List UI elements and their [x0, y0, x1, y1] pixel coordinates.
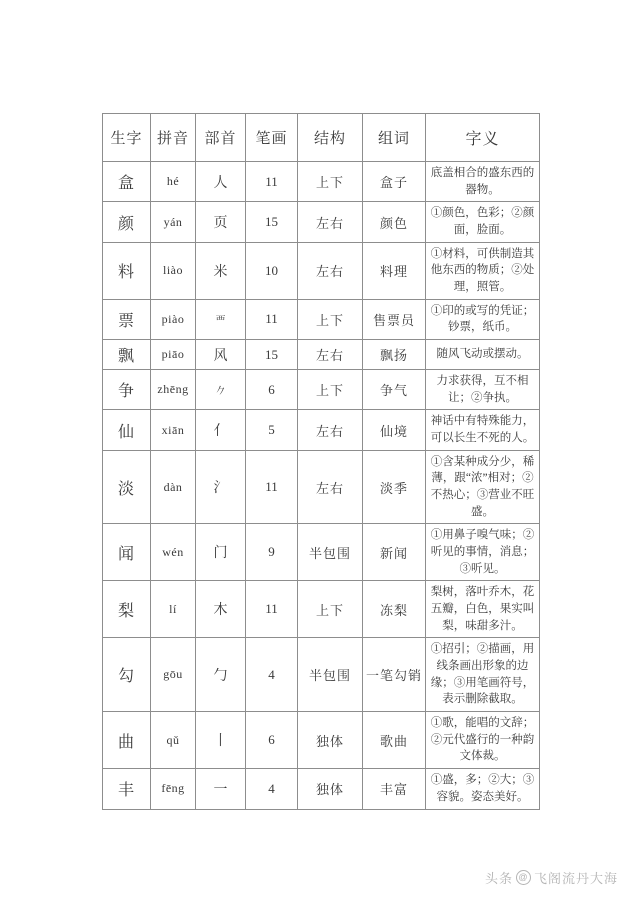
column-header-radical: 部首 [196, 114, 246, 162]
cell-meaning: 神话中有特殊能力，可以长生不死的人。 [426, 410, 540, 450]
table-row [103, 370, 540, 410]
cell-word: 冻梨 [363, 581, 426, 638]
table-row [103, 769, 540, 809]
cell-word: 仙境 [363, 410, 426, 450]
cell-word: 淡季 [363, 450, 426, 524]
cell-word: 一笔勾销 [363, 638, 426, 712]
vocabulary-table [102, 113, 540, 810]
cell-pinyin: xiān [151, 410, 196, 450]
table-row [103, 410, 540, 450]
table-row [103, 638, 540, 712]
table-row [103, 242, 540, 299]
cell-character: 票 [103, 299, 151, 339]
cell-radical: 一 [196, 769, 246, 809]
cell-meaning: ①印的或写的凭证；钞票，纸币。 [426, 299, 540, 339]
cell-word: 丰富 [363, 769, 426, 809]
column-header-structure: 结构 [298, 114, 363, 162]
cell-meaning: 底盖相合的盛东西的器物。 [426, 162, 540, 202]
cell-pinyin: zhēng [151, 370, 196, 410]
cell-character: 丰 [103, 769, 151, 809]
column-header-word: 组词 [363, 114, 426, 162]
watermark-prefix: 头条 [484, 871, 513, 886]
column-header-meaning: 字义 [426, 114, 540, 162]
cell-word: 飘扬 [363, 340, 426, 370]
cell-pinyin: hé [151, 162, 196, 202]
cell-pinyin: yán [151, 202, 196, 242]
cell-character: 盒 [103, 162, 151, 202]
column-header-pinyin: 拼音 [151, 114, 196, 162]
column-header-character: 生字 [103, 114, 151, 162]
cell-structure: 左右 [298, 340, 363, 370]
cell-pinyin: wén [151, 524, 196, 581]
cell-strokes: 11 [246, 162, 298, 202]
cell-meaning: ①盛，多；②大；③容貌。姿态美好。 [426, 769, 540, 809]
cell-pinyin: gōu [151, 638, 196, 712]
cell-character: 料 [103, 242, 151, 299]
cell-character: 争 [103, 370, 151, 410]
table-body [103, 162, 540, 810]
cell-strokes: 9 [246, 524, 298, 581]
cell-meaning: 梨树，落叶乔木，花五瓣，白色，果实叫梨，味甜多汁。 [426, 581, 540, 638]
cell-character: 淡 [103, 450, 151, 524]
cell-pinyin: fēng [151, 769, 196, 809]
cell-radical: 门 [196, 524, 246, 581]
cell-meaning: ①材料，可供制造其他东西的物质；②处理，照管。 [426, 242, 540, 299]
cell-strokes: 5 [246, 410, 298, 450]
table-header-row [103, 114, 540, 162]
cell-strokes: 4 [246, 769, 298, 809]
watermark [485, 868, 618, 887]
cell-structure: 左右 [298, 202, 363, 242]
cell-word: 售票员 [363, 299, 426, 339]
table-row [103, 581, 540, 638]
cell-structure: 上下 [298, 162, 363, 202]
cell-radical: 覀 [196, 299, 246, 339]
cell-word: 料理 [363, 242, 426, 299]
cell-word: 争气 [363, 370, 426, 410]
cell-meaning: ①用鼻子嗅气味；②听见的事情，消息；③听见。 [426, 524, 540, 581]
cell-word: 盒子 [363, 162, 426, 202]
cell-structure: 左右 [298, 242, 363, 299]
cell-structure: 左右 [298, 410, 363, 450]
cell-pinyin: liào [151, 242, 196, 299]
cell-meaning: 随风飞动或摆动。 [426, 340, 540, 370]
cell-strokes: 11 [246, 450, 298, 524]
cell-character: 勾 [103, 638, 151, 712]
cell-word: 新闻 [363, 524, 426, 581]
cell-word: 颜色 [363, 202, 426, 242]
cell-pinyin: piào [151, 299, 196, 339]
table-row [103, 340, 540, 370]
cell-meaning: 力求获得，互不相让；②争执。 [426, 370, 540, 410]
table-row [103, 162, 540, 202]
watermark-author: 飞阁流丹大海 [533, 871, 618, 886]
cell-structure: 半包围 [298, 638, 363, 712]
cell-strokes: 11 [246, 299, 298, 339]
table-row [103, 712, 540, 769]
cell-strokes: 10 [246, 242, 298, 299]
cell-structure: 半包围 [298, 524, 363, 581]
cell-character: 闻 [103, 524, 151, 581]
cell-strokes: 4 [246, 638, 298, 712]
table-row [103, 524, 540, 581]
cell-radical: 米 [196, 242, 246, 299]
cell-character: 飘 [103, 340, 151, 370]
cell-strokes: 15 [246, 202, 298, 242]
cell-meaning: ①歌，能唱的文辞；②元代盛行的一种韵文体裁。 [426, 712, 540, 769]
cell-strokes: 6 [246, 370, 298, 410]
cell-structure: 左右 [298, 450, 363, 524]
cell-radical: 丨 [196, 712, 246, 769]
cell-radical: 氵 [196, 450, 246, 524]
cell-radical: 𠂊 [196, 370, 246, 410]
cell-character: 梨 [103, 581, 151, 638]
cell-pinyin: qǔ [151, 712, 196, 769]
cell-strokes: 6 [246, 712, 298, 769]
cell-pinyin: dàn [151, 450, 196, 524]
cell-structure: 独体 [298, 769, 363, 809]
cell-character: 颜 [103, 202, 151, 242]
cell-radical: 亻 [196, 410, 246, 450]
cell-strokes: 15 [246, 340, 298, 370]
cell-radical: 勹 [196, 638, 246, 712]
watermark-at-icon: @ [516, 870, 531, 885]
cell-radical: 木 [196, 581, 246, 638]
cell-strokes: 11 [246, 581, 298, 638]
cell-character: 仙 [103, 410, 151, 450]
cell-word: 歌曲 [363, 712, 426, 769]
cell-pinyin: lí [151, 581, 196, 638]
column-header-strokes: 笔画 [246, 114, 298, 162]
table-row [103, 299, 540, 339]
cell-radical: 页 [196, 202, 246, 242]
cell-meaning: ①颜色，色彩；②颜面，脸面。 [426, 202, 540, 242]
cell-character: 曲 [103, 712, 151, 769]
cell-pinyin: piāo [151, 340, 196, 370]
cell-structure: 上下 [298, 370, 363, 410]
cell-meaning: ①含某种成分少，稀薄，跟“浓”相对；②不热心；③营业不旺盛。 [426, 450, 540, 524]
cell-structure: 独体 [298, 712, 363, 769]
cell-radical: 人 [196, 162, 246, 202]
cell-meaning: ①招引；②描画，用线条画出形象的边缘；③用笔画符号，表示删除截取。 [426, 638, 540, 712]
cell-structure: 上下 [298, 299, 363, 339]
table-row [103, 202, 540, 242]
cell-radical: 风 [196, 340, 246, 370]
cell-structure: 上下 [298, 581, 363, 638]
table-row [103, 450, 540, 524]
